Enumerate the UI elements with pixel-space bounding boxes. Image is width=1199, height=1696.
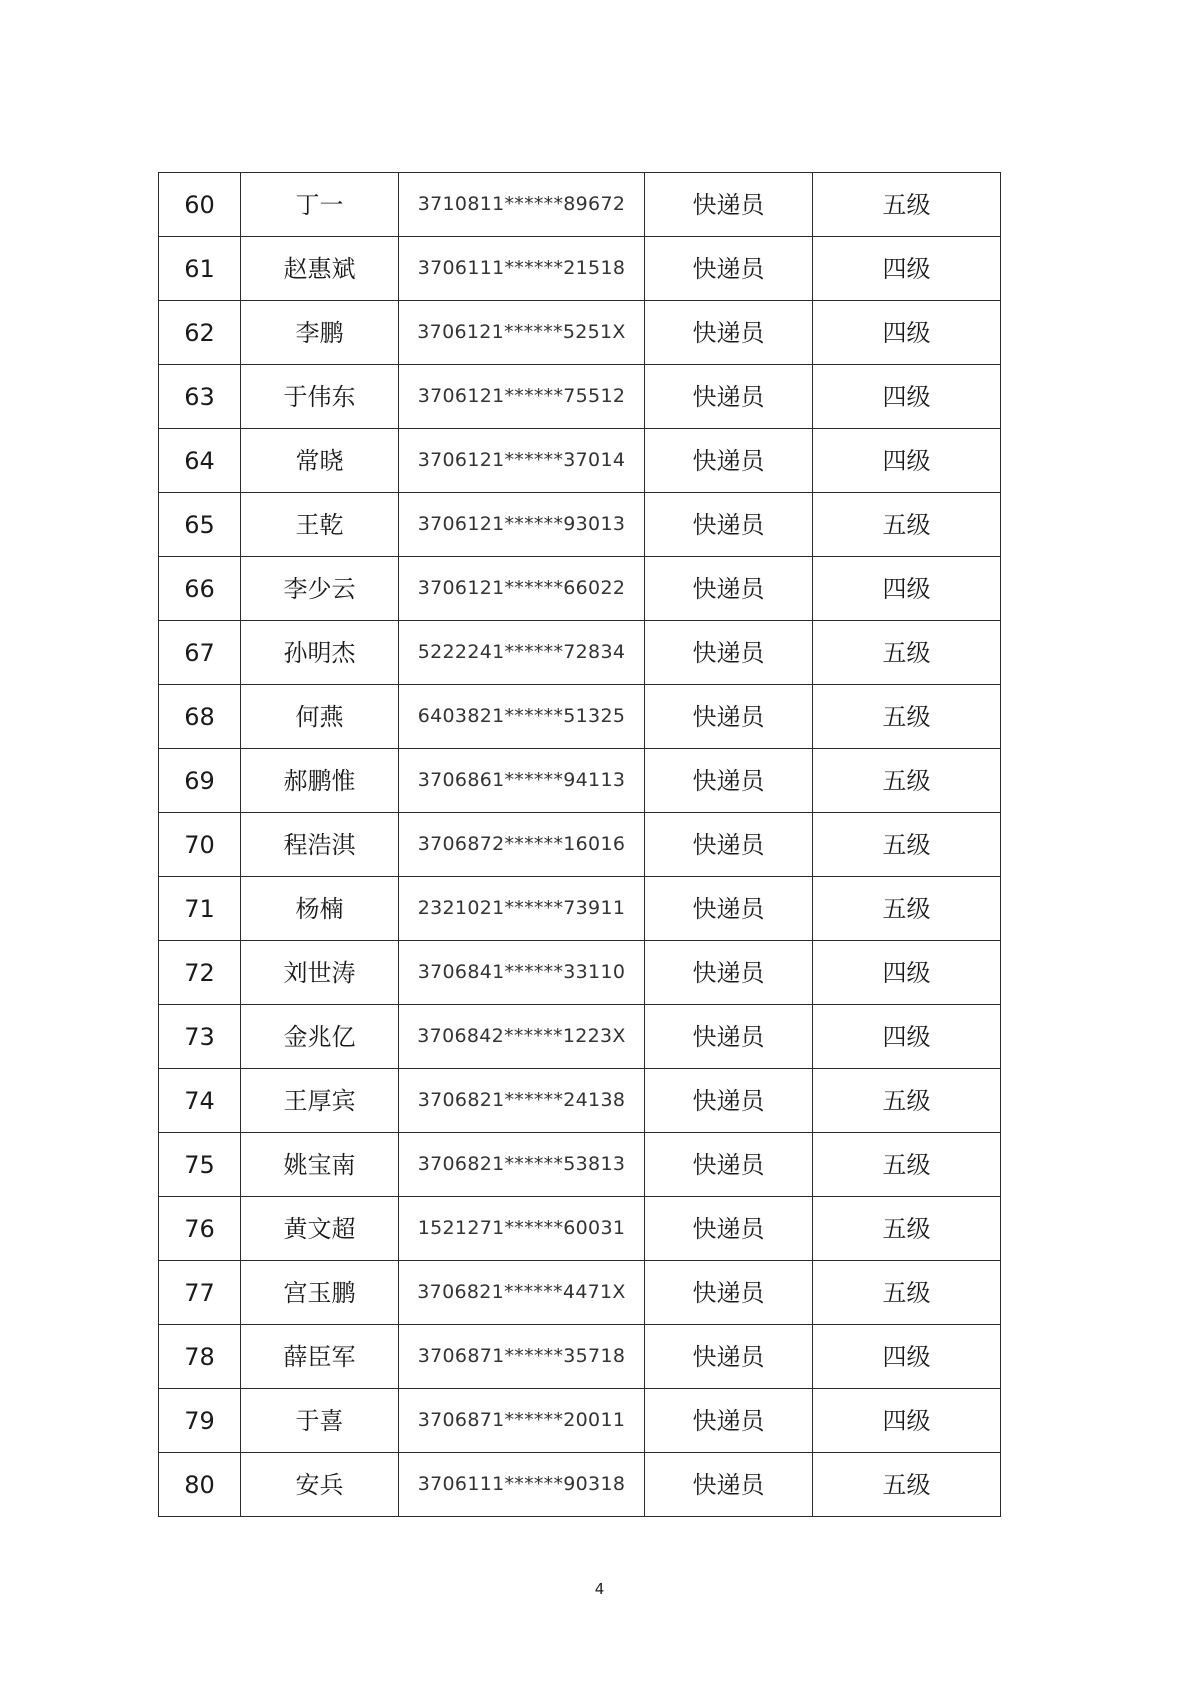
cell-level: 五级: [813, 173, 1001, 237]
cell-name: 于喜: [241, 1389, 399, 1453]
cell-occupation: 快递员: [645, 1453, 813, 1517]
cell-level: 四级: [813, 237, 1001, 301]
table-row: [159, 1261, 1001, 1325]
cell-serial-number: 74: [159, 1069, 241, 1133]
cell-serial-number: 69: [159, 749, 241, 813]
cell-name: 姚宝南: [241, 1133, 399, 1197]
cell-level: 四级: [813, 557, 1001, 621]
table-row: [159, 813, 1001, 877]
table-row: [159, 941, 1001, 1005]
cell-serial-number: 62: [159, 301, 241, 365]
cell-level: 四级: [813, 1005, 1001, 1069]
cell-occupation: 快递员: [645, 1133, 813, 1197]
cell-occupation: 快递员: [645, 429, 813, 493]
table-row: [159, 365, 1001, 429]
cell-id-number: 1521271******60031: [399, 1197, 645, 1261]
cell-occupation: 快递员: [645, 493, 813, 557]
cell-id-number: 3706821******53813: [399, 1133, 645, 1197]
cell-level: 五级: [813, 493, 1001, 557]
cell-level: 五级: [813, 621, 1001, 685]
table-row: [159, 1133, 1001, 1197]
cell-name: 金兆亿: [241, 1005, 399, 1069]
cell-occupation: 快递员: [645, 1069, 813, 1133]
cell-id-number: 3706861******94113: [399, 749, 645, 813]
table-row: [159, 621, 1001, 685]
table-row: [159, 685, 1001, 749]
cell-level: 四级: [813, 365, 1001, 429]
cell-id-number: 2321021******73911: [399, 877, 645, 941]
cell-name: 郝鹏惟: [241, 749, 399, 813]
cell-serial-number: 78: [159, 1325, 241, 1389]
cell-serial-number: 80: [159, 1453, 241, 1517]
cell-id-number: 3706871******35718: [399, 1325, 645, 1389]
cell-serial-number: 77: [159, 1261, 241, 1325]
cell-id-number: 3706121******5251X: [399, 301, 645, 365]
cell-name: 王厚宾: [241, 1069, 399, 1133]
cell-occupation: 快递员: [645, 173, 813, 237]
cell-serial-number: 79: [159, 1389, 241, 1453]
cell-name: 黄文超: [241, 1197, 399, 1261]
cell-occupation: 快递员: [645, 813, 813, 877]
table-row: [159, 749, 1001, 813]
cell-occupation: 快递员: [645, 1005, 813, 1069]
cell-occupation: 快递员: [645, 557, 813, 621]
cell-serial-number: 67: [159, 621, 241, 685]
cell-serial-number: 75: [159, 1133, 241, 1197]
cell-name: 赵惠斌: [241, 237, 399, 301]
cell-serial-number: 70: [159, 813, 241, 877]
cell-name: 何燕: [241, 685, 399, 749]
roster-table: [158, 172, 1001, 1517]
cell-name: 刘世涛: [241, 941, 399, 1005]
cell-name: 丁一: [241, 173, 399, 237]
cell-level: 五级: [813, 1453, 1001, 1517]
cell-id-number: 3706121******75512: [399, 365, 645, 429]
cell-name: 杨楠: [241, 877, 399, 941]
cell-occupation: 快递员: [645, 621, 813, 685]
cell-name: 安兵: [241, 1453, 399, 1517]
table-row: [159, 1453, 1001, 1517]
cell-id-number: 3706842******1223X: [399, 1005, 645, 1069]
cell-serial-number: 73: [159, 1005, 241, 1069]
cell-id-number: 5222241******72834: [399, 621, 645, 685]
cell-level: 四级: [813, 1325, 1001, 1389]
table-row: [159, 1069, 1001, 1133]
cell-level: 五级: [813, 1069, 1001, 1133]
cell-serial-number: 65: [159, 493, 241, 557]
cell-occupation: 快递员: [645, 237, 813, 301]
cell-occupation: 快递员: [645, 365, 813, 429]
cell-name: 薛臣军: [241, 1325, 399, 1389]
cell-name: 程浩淇: [241, 813, 399, 877]
cell-id-number: 3706111******21518: [399, 237, 645, 301]
cell-serial-number: 72: [159, 941, 241, 1005]
cell-id-number: 3706821******4471X: [399, 1261, 645, 1325]
roster-table-body: [159, 173, 1001, 1517]
cell-occupation: 快递员: [645, 1261, 813, 1325]
table-row: [159, 877, 1001, 941]
cell-level: 五级: [813, 813, 1001, 877]
cell-serial-number: 61: [159, 237, 241, 301]
cell-id-number: 3706121******93013: [399, 493, 645, 557]
table-row: [159, 429, 1001, 493]
cell-serial-number: 63: [159, 365, 241, 429]
cell-level: 五级: [813, 749, 1001, 813]
table-row: [159, 1197, 1001, 1261]
cell-id-number: 3706841******33110: [399, 941, 645, 1005]
cell-name: 李少云: [241, 557, 399, 621]
cell-id-number: 3706871******20011: [399, 1389, 645, 1453]
cell-id-number: 3706121******66022: [399, 557, 645, 621]
cell-id-number: 3706821******24138: [399, 1069, 645, 1133]
cell-occupation: 快递员: [645, 1389, 813, 1453]
cell-name: 于伟东: [241, 365, 399, 429]
cell-serial-number: 66: [159, 557, 241, 621]
cell-level: 四级: [813, 429, 1001, 493]
cell-occupation: 快递员: [645, 301, 813, 365]
cell-serial-number: 68: [159, 685, 241, 749]
cell-level: 五级: [813, 1133, 1001, 1197]
cell-serial-number: 60: [159, 173, 241, 237]
cell-name: 常晓: [241, 429, 399, 493]
cell-serial-number: 71: [159, 877, 241, 941]
cell-occupation: 快递员: [645, 1325, 813, 1389]
cell-level: 五级: [813, 685, 1001, 749]
cell-occupation: 快递员: [645, 941, 813, 1005]
cell-occupation: 快递员: [645, 877, 813, 941]
cell-level: 四级: [813, 1389, 1001, 1453]
cell-id-number: 6403821******51325: [399, 685, 645, 749]
cell-occupation: 快递员: [645, 685, 813, 749]
cell-id-number: 3706121******37014: [399, 429, 645, 493]
table-row: [159, 173, 1001, 237]
table-row: [159, 493, 1001, 557]
cell-serial-number: 76: [159, 1197, 241, 1261]
cell-level: 五级: [813, 1197, 1001, 1261]
cell-level: 五级: [813, 877, 1001, 941]
cell-id-number: 3706111******90318: [399, 1453, 645, 1517]
cell-name: 宫玉鹏: [241, 1261, 399, 1325]
cell-occupation: 快递员: [645, 749, 813, 813]
cell-name: 孙明杰: [241, 621, 399, 685]
table-row: [159, 1005, 1001, 1069]
cell-id-number: 3710811******89672: [399, 173, 645, 237]
table-row: [159, 301, 1001, 365]
cell-occupation: 快递员: [645, 1197, 813, 1261]
cell-level: 五级: [813, 1261, 1001, 1325]
table-row: [159, 1389, 1001, 1453]
cell-level: 四级: [813, 301, 1001, 365]
cell-serial-number: 64: [159, 429, 241, 493]
cell-id-number: 3706872******16016: [399, 813, 645, 877]
cell-name: 李鹏: [241, 301, 399, 365]
page-number: 4: [594, 1580, 605, 1598]
cell-name: 王乾: [241, 493, 399, 557]
cell-level: 四级: [813, 941, 1001, 1005]
table-row: [159, 237, 1001, 301]
table-row: [159, 1325, 1001, 1389]
table-row: [159, 557, 1001, 621]
